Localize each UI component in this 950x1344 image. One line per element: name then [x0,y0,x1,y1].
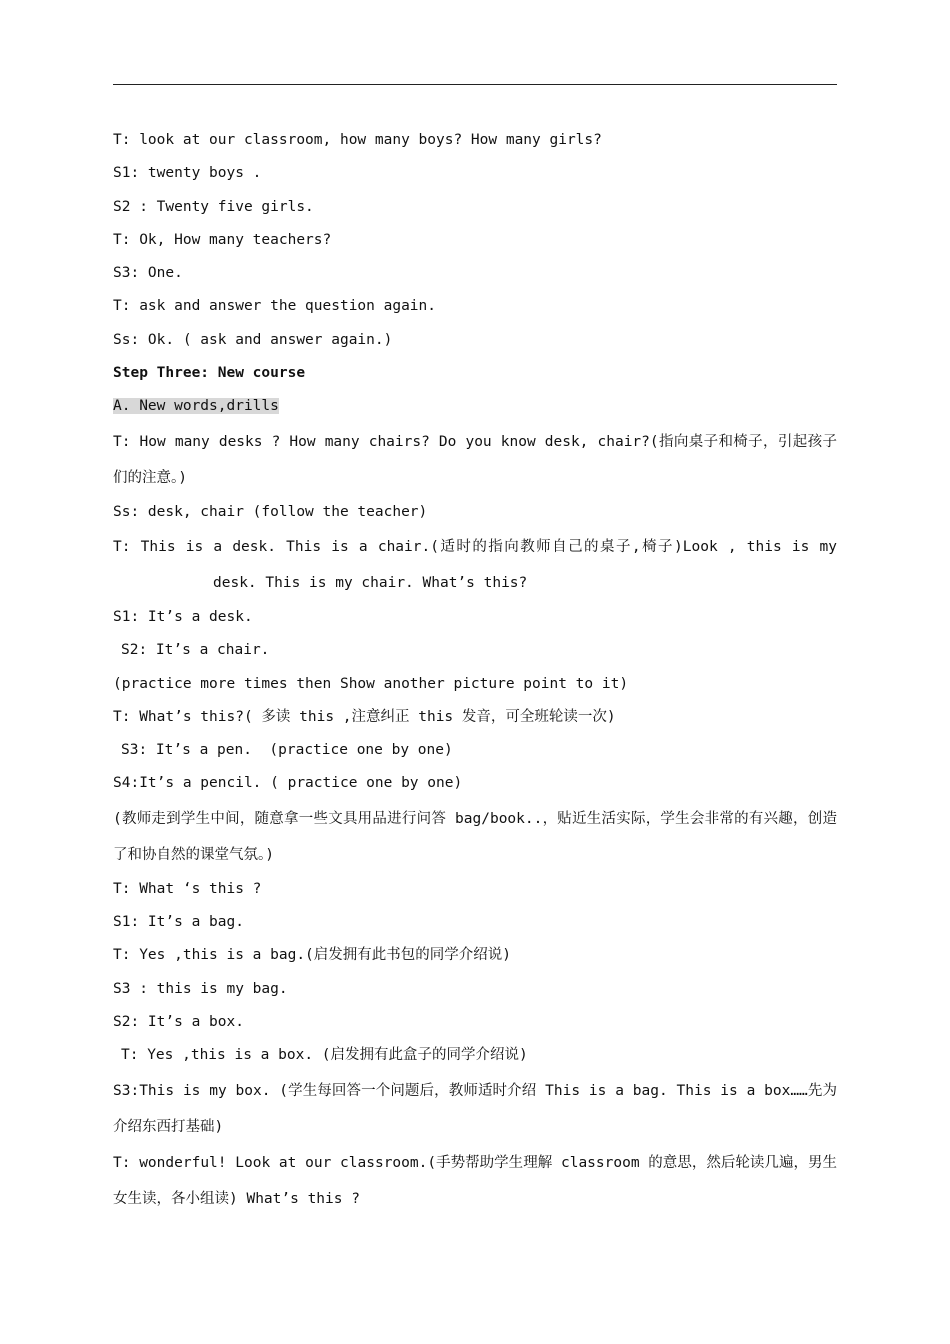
dialogue-line: (practice more times then Show another picture point to it) [113,675,629,692]
dialogue-line: S2: It’s a box. [113,1013,244,1030]
dialogue-paragraph: T: How many desks ? How many chairs? Do you know desk, chair?(指向桌子和椅子，引起孩子们的注意。) [113,433,837,486]
dialogue-line: T: look at our classroom, how many boys? How many girls? [113,132,602,148]
dialogue-line: T: What’s this?( 多读 this ,注意纠正 this 发音，可全班轮读一次) [113,708,616,725]
dialogue-line: S2 : Twenty five girls. [113,198,314,215]
dialogue-line: S3: One. [113,265,183,282]
dialogue-line: T: Yes ,this is a bag.(启发拥有此书包的同学介绍说) [113,947,512,964]
highlighted-subheading: A. New words,drills [113,398,279,415]
section-heading: Step Three: New course [113,365,306,382]
dialogue-line: Ss: Ok. ( ask and answer again.) [113,331,393,348]
dialogue-line: T: ask and answer the question again. [113,298,437,315]
subsection-heading [113,390,837,423]
dialogue-line: T: Yes ,this is a box. (启发拥有此盒子的同学介绍说) [121,1047,528,1064]
dialogue-line: S3: It’s a pen. (practice one by one) [121,742,453,759]
dialogue-line: S1: twenty boys . [113,165,262,182]
dialogue-line: Ss: desk, chair (follow the teacher) [113,503,428,520]
dialogue-line: S4:It’s a pencil. ( practice one by one) [113,775,463,792]
dialogue-line: S2: It’s a chair. [121,642,270,659]
dialogue-paragraph: T: wonderful! Look at our classroom.(手势帮助学生理解 classroom 的意思，然后轮读几遍，男生女生读，各小组读) What’s this ? [113,1154,837,1207]
dialogue-line: S1: It’s a desk. [113,608,253,625]
dialogue-paragraph: S3:This is my box. (学生每回答一个问题后，教师适时介绍 This is a bag. This is a box……先为介绍东西打基础) [113,1082,837,1135]
dialogue-line: S3 : this is my bag. [113,980,288,997]
header-rule [113,84,837,85]
document-body [113,124,837,1217]
dialogue-line: S1: It’s a bag. [113,914,244,931]
dialogue-paragraph-indented: T: This is a desk. This is a chair.(适时的指向教师自己的桌子,椅子)Look , this is my desk. This is my chair. What’s this? [113,538,837,591]
dialogue-line: T: What ‘s this ? [113,880,262,897]
teacher-note-paragraph: (教师走到学生中间，随意拿一些文具用品进行问答 bag/book..，贴近生活实际，学生会非常的有兴趣，创造了和协自然的课堂气氛。) [113,810,837,863]
dialogue-line: T: Ok, How many teachers? [113,231,332,248]
